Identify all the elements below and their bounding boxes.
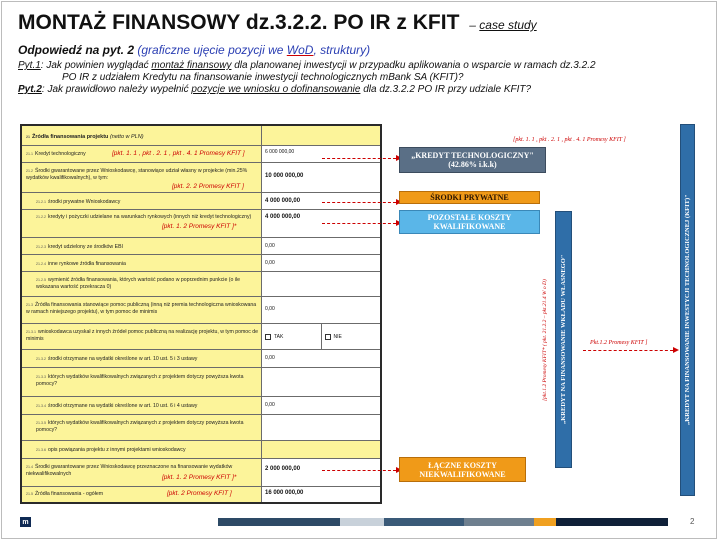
form-row-21-4: 21.4 Środki gwarantowane przez Wnioskodawcę przeznaczone na finansowanie wydatków niekwalifikowalnych [pkt. 1. 2 Promesy KFIT ]* 2 000 000,00 — [22, 459, 380, 487]
annotation-pkt12: Pkt.1.2 Promesy KFIT ] — [590, 340, 648, 346]
annotation-promesy-1: [pkt. 1. 1 , pkt . 2. 1 , pkt . 4. 1 Promesy KFIT ] — [112, 150, 245, 157]
box-srodki-prywatne: ŚRODKI PRYWATNE — [399, 191, 540, 204]
annotation-promesy-4: [pkt. 1. 2 Promesy KFIT ]* — [162, 474, 237, 481]
value-ogolem[interactable]: 16 000 000,00 — [262, 487, 380, 502]
footer-bar-2 — [340, 518, 384, 526]
annotation-promesy-3: [pkt. 1. 2 Promesy KFIT ]* — [162, 223, 237, 230]
value-wymienic-zrodla[interactable] — [262, 272, 380, 296]
question-1: Pyt.1: Jak powinien wyglądać montaż finansowy dla planowanej inwestycji w przypadku aplikowania o wsparcie w ramach dz.3.2.2 — [18, 60, 596, 71]
form-row-21-2: 21.2 Środki gwarantowane przez Wnioskodawcę, stanowiące udział własny w projekcie (min.25% wydatków kwalifikowalnych), w tym: [pkt. 2. 2 Promesy KFIT ] 10 000 000,00 — [22, 163, 380, 193]
annotation-promesy-2: [pkt. 2. 2 Promesy KFIT ] — [172, 183, 244, 190]
value-art-10-ust-5[interactable]: 0,00 — [262, 350, 380, 367]
form-row-21-2-4: 21.2.4 inne rynkowe źródła finansowania 0,00 — [22, 255, 380, 272]
form-row-21-3-4: 21.3.4 środki otrzymane na wydatki określone w art. 10 ust. 6 i 4 ustawy 0,00 — [22, 397, 380, 415]
form-row-21-2-1: 21.2.1 środki prywatne Wnioskodawcy 4 000 000,00 — [22, 193, 380, 210]
value-inne-zrodla[interactable]: 0,00 — [262, 255, 380, 271]
question-2: Pyt.2: Jak prawidłowo należy wypełnić pozycje we wniosku o dofinansowanie dla dz.3.2.2 PO IR przy udziale KFIT? — [18, 84, 532, 95]
form-row-21-2-3: 21.2.3 kredyt udzielony ze środków EBI 0,00 — [22, 238, 380, 255]
form-row-21-1: 21.1 Kredyt technologiczny [pkt. 1. 1 , pkt . 2. 1 , pkt . 4. 1 Promesy KFIT ] 6 000 000,00 — [22, 146, 380, 163]
value-pomoc-publiczna[interactable]: 0,00 — [262, 297, 380, 323]
financing-form — [20, 124, 382, 504]
form-row-21-5: 21.5 Źródła finansowania - ogółem [pkt. 2 Promesy KFIT ] 16 000 000,00 — [22, 487, 380, 502]
box-pozostale-koszty: POZOSTAŁE KOSZTY KWALIFIKOWANE — [399, 210, 540, 234]
option-tak[interactable]: TAK — [262, 324, 322, 349]
box-kredyt-technologiczny: „KREDYT TECHNOLOGICZNY" (42.86% i.k.k) — [399, 147, 546, 173]
box-laczne-koszty: ŁĄCZNE KOSZTY NIEKWALIFIKOWANE — [399, 457, 526, 482]
logo: m — [20, 517, 31, 527]
arrow-kfit — [583, 350, 673, 351]
value-srodki-gwarantowane[interactable]: 10 000 000,00 — [262, 163, 380, 192]
bar-kredyt-wkladu-wlasnego: „KREDYT NA FINANSOWANIE WKŁADU WŁASNEGO" — [555, 211, 572, 468]
footer-bar-6 — [556, 518, 668, 526]
form-row-21-3-1: 21.3.1 wnioskodawca uzyskał z innych źródeł pomoc publiczną na realizację projektu, w tym pomoc de minimis TAK NIE — [22, 324, 380, 350]
checkbox-tak[interactable] — [265, 334, 271, 340]
annotation-vertical: [pkt.1.2 Promesy KFIT* ( pkt. 21.2.2 – pkt.21.4 W o D) — [542, 279, 548, 401]
bar-kredyt-kfit: „KREDYT NA FINANSOWANIE INWESTYCJI TECHNOLOGICZNEJ (KFIT)" — [680, 124, 695, 496]
form-row-21-2-5: 21.2.5 wymienić źródła finansowania, których wartość podano w poprzednim punkcie (o ile wskazana wartość przekracza 0) — [22, 272, 380, 297]
annotation-promesy-5: [pkt. 2 Promesy KFIT ] — [167, 490, 232, 497]
value-srodki-prywatne[interactable]: 4 000 000,00 — [262, 193, 380, 209]
footer-bar-3 — [384, 518, 464, 526]
value-kredyt-ebi[interactable]: 0,00 — [262, 238, 380, 254]
option-nie[interactable]: NIE — [322, 324, 381, 349]
value-niekwalifikowalne[interactable]: 2 000 000,00 — [262, 459, 380, 486]
page-title: MONTAŻ FINANSOWY dz.3.2.2. PO IR z KFIT – case study — [18, 11, 537, 34]
value-wydatki-pomoc-1[interactable] — [262, 368, 380, 396]
form-row-21-3-5: 21.3.5 których wydatków kwalifikowalnych związanych z projektem dotyczy powyższa kwota pomocy? — [22, 415, 380, 441]
checkbox-nie[interactable] — [325, 334, 331, 340]
form-row-21-3-3: 21.3.3 których wydatków kwalifikowalnych związanych z projektem dotyczy powyższa kwota pomocy? — [22, 368, 380, 397]
footer-bar-4 — [464, 518, 534, 526]
value-kredyt-technologiczny[interactable]: 6 000 000,00 — [262, 146, 380, 162]
footer-bar-5 — [534, 518, 556, 526]
form-row-21-3: 21.3 Źródła finansowania stanowiące pomoc publiczną (inną niż premia technologiczna wnioskowana w ramach niniejszego projektu), w tym pomoc de minimis 0,00 — [22, 297, 380, 324]
value-wydatki-pomoc-2[interactable] — [262, 415, 380, 440]
annotation-right-top: [pkt. 1. 1 , pkt . 2. 1 , pkt . 4. 1 Promesy KFIT ] — [513, 137, 626, 143]
arrow-pozostale — [322, 223, 396, 224]
page-number: 2 — [690, 517, 695, 526]
form-row-21-3-6: 21.3.6 opis powiązania projektu z innymi projektami wnioskodawcy — [22, 441, 380, 459]
form-row-21-2-2: 21.2.2 kredyty i pożyczki udzielane na warunkach rynkowych (innych niż kredyt technologiczny) [pkt. 1. 2 Promesy KFIT ]* 4 000 000,00 — [22, 210, 380, 238]
footer-bar-1 — [218, 518, 340, 526]
case-study-label: case study — [479, 18, 537, 32]
form-header-row: 21 Źródła finansowania projektu (netto w PLN) — [22, 126, 380, 146]
value-kredyty-pozyczki[interactable]: 4 000 000,00 — [262, 210, 380, 237]
subtitle: Odpowiedź na pyt. 2 (graficzne ujęcie pozycji we WoD, struktury) — [18, 43, 371, 57]
value-opis-powiazania[interactable] — [262, 441, 380, 458]
arrow-srodki — [322, 202, 396, 203]
arrow-kredyt — [322, 158, 396, 159]
form-row-21-3-2: 21.3.2 środki otrzymane na wydatki określone w art. 10 ust. 5 i 3 ustawy 0,00 — [22, 350, 380, 368]
question-1-line-2: PO IR z udziałem Kredytu na finansowanie inwestycji technologicznych mBank SA (KFIT)? — [62, 72, 464, 83]
arrow-laczne — [322, 470, 396, 471]
value-art-10-ust-6[interactable]: 0,00 — [262, 397, 380, 414]
